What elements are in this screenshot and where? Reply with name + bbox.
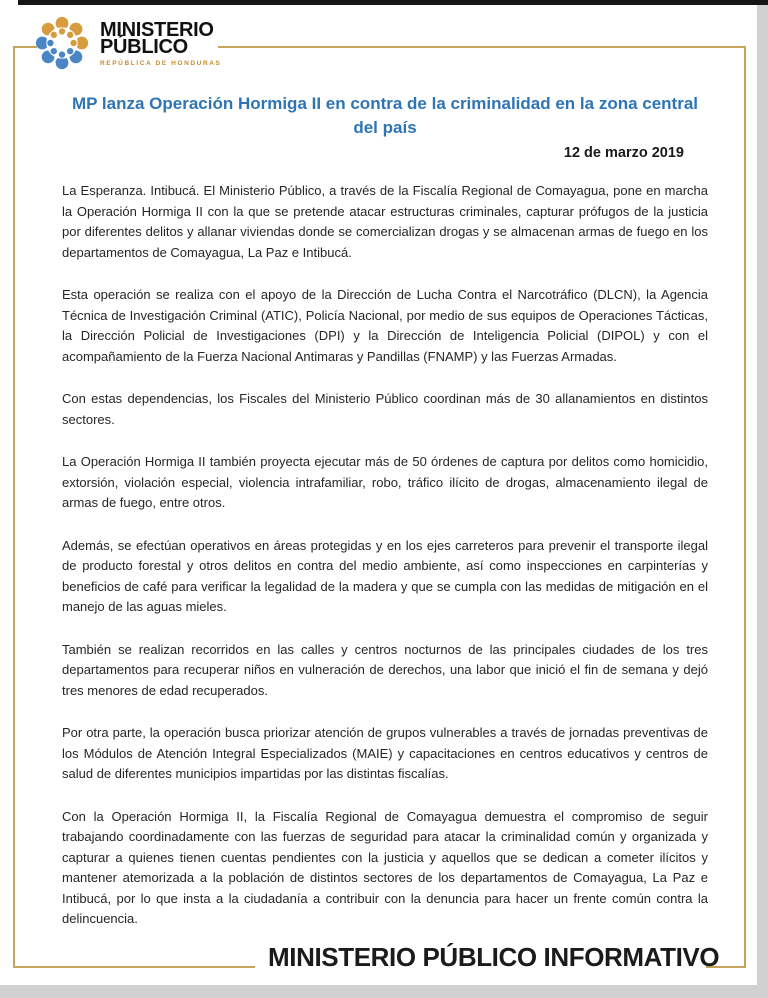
org-subtitle: REPÚBLICA DE HONDURAS xyxy=(100,60,222,67)
paragraph-7: Por otra parte, la operación busca priorizar atención de grupos vulnerables a través de jornadas preventivas de los Módulos de Atención Integral Especializados (MAIE) y capacitaciones en centros educativos y centros de salud de diferentes municipios impartidas por las distintas fiscalías. xyxy=(62,725,708,782)
org-name-line1: MINISTERIO xyxy=(100,19,214,41)
ministerio-publico-logo xyxy=(33,14,221,72)
gold-frame-top-line xyxy=(218,46,746,48)
paragraph-8: Con la Operación Hormiga II, la Fiscalía Regional de Comayagua demuestra el compromiso de seguir trabajando coordinadamente con las fuerzas de seguridad para atacar la criminalidad común y organizada y capturar a quienes tienen cuentas pendientes con la justicia y aquellos que se dedican a cometer ilícitos y mantener atemorizada a la población de distintos sectores de los departamentos de Comayagua, La Paz e Intibucá, por lo que insta a la ciudadanía a contribuir con la denuncia para hacer un frente común contra la delincuencia. xyxy=(62,808,708,927)
gold-frame-bottom-line xyxy=(13,966,255,968)
footer-banner: MINISTERIO PÚBLICO INFORMATIVO xyxy=(268,942,720,972)
top-black-bar xyxy=(18,0,768,5)
article-title: MP lanza Operación Hormiga II en contra de la criminalidad en la zona central del país xyxy=(71,94,699,138)
gold-frame-right-line xyxy=(744,46,746,968)
paragraph-4: La Operación Hormiga II también proyecta ejecutar más de 50 órdenes de captura por delitos como homicidio, extorsión, violación especial, violencia intrafamiliar, robo, tráfico ilícito de drogas, almacenamiento ilegal de armas de fuego, entre otros. xyxy=(62,454,708,511)
ministerio-publico-emblem-icon xyxy=(33,14,91,72)
article-date: 12 de marzo 2019 xyxy=(563,145,684,162)
article-body xyxy=(62,181,708,930)
paragraph-6: También se realizan recorridos en las calles y centros nocturnos de las principales ciudades de los tres departamentos para recuperar niños en vulneración de derechos, una labor que inició el fin de semana y dejó tres menores de edad recuperados. xyxy=(62,641,708,698)
org-name-line2: PÚBLICO xyxy=(100,36,188,58)
paragraph-1: La Esperanza. Intibucá. El Ministerio Público, a través de la Fiscalía Regional de Comayagua, pone en marcha la Operación Hormiga II con la que se pretende atacar estructuras criminales, capturar prófugos de la justicia por diferentes delitos y allanar viviendas donde se comercializan drogas y se almacenan armas de fuego en los departamentos de Comayagua, La Paz e Intibucá. xyxy=(62,183,708,260)
paragraph-2: Esta operación se realiza con el apoyo de la Dirección de Lucha Contra el Narcotráfico (DLCN), la Agencia Técnica de Investigación Criminal (ATIC), Policía Nacional, por medio de sus equipos de Operaciones Tácticas, la Dirección Policial de Investigaciones (DPI) y la Dirección de Inteligencia Policial (DIPOL) y con el acompañamiento de la Fuerza Nacional Antimaras y Pandillas (FNAMP) y las Fuerzas Armadas. xyxy=(62,287,708,364)
logo-text-block xyxy=(100,14,221,67)
article xyxy=(62,92,708,952)
gold-frame-left-line xyxy=(13,46,15,968)
paragraph-3: Con estas dependencias, los Fiscales del Ministerio Público coordinan más de 30 allanamientos en distintos sectores. xyxy=(62,391,708,427)
paragraph-5: Además, se efectúan operativos en áreas protegidas y en los ejes carreteros para prevenir el transporte ilegal de producto forestal y otros delitos en contra del medio ambiente, así como inspecciones en carpinterías y beneficios de café para verificar la legalidad de la madera y que se cumpla con las medidas de mitigación en el manejo de las aguas mieles. xyxy=(62,537,708,615)
